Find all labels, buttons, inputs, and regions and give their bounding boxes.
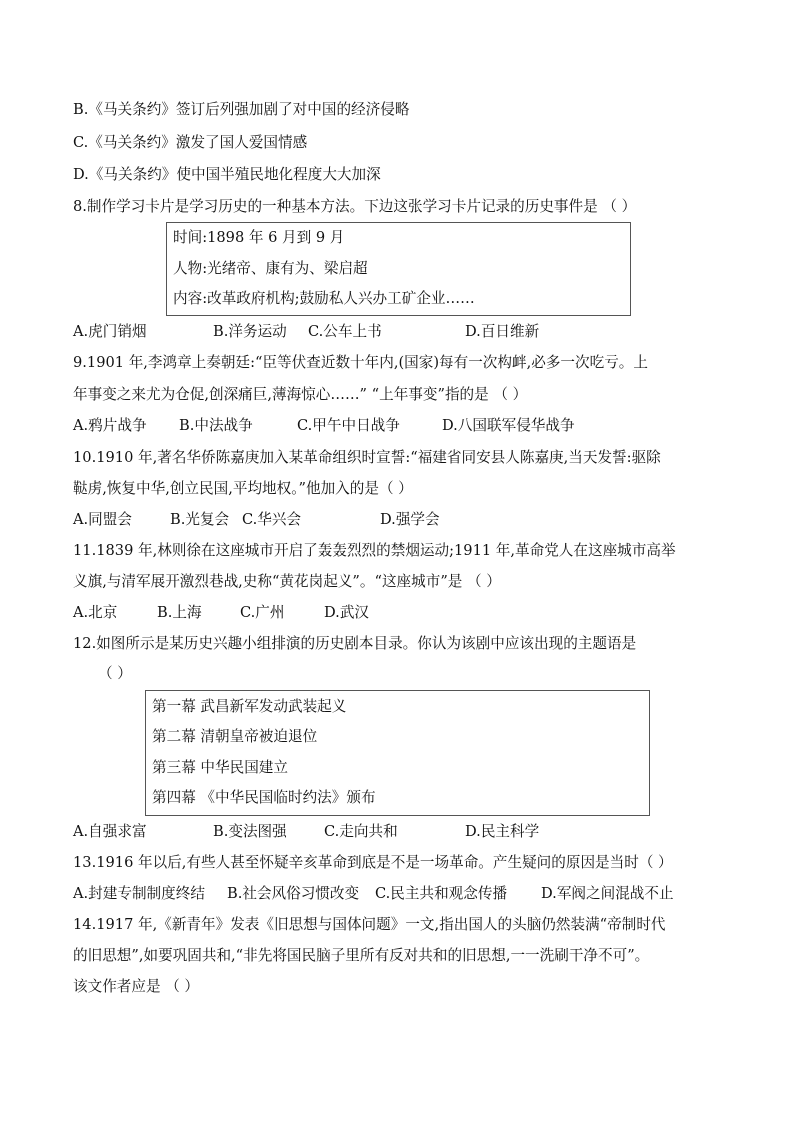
q13-option-b: B.社会风俗习惯改变 — [227, 885, 360, 902]
q13-options — [73, 884, 733, 904]
q11-option-a: A.北京 — [73, 604, 118, 621]
q12-stem: 12.如图所示是某历史兴趣小组排演的历史剧本目录。你认为该剧中应该出现的主题语是 — [73, 635, 637, 652]
q11-option-b: B.上海 — [157, 604, 202, 621]
q13-option-c: C.民主共和观念传播 — [375, 885, 508, 902]
q8-card-content: 内容:改革政府机构;鼓励私人兴办工矿企业…… — [173, 290, 475, 307]
q12-options — [73, 822, 733, 842]
q11-stem-line2: 义旗,与清军展开激烈巷战,史称“黄花岗起义”。“这座城市”是 （ ） — [73, 573, 501, 590]
q8-study-card — [166, 222, 631, 316]
q8-options — [73, 322, 733, 342]
q10-option-a: A.同盟会 — [73, 511, 132, 528]
q12-option-d: D.民主科学 — [465, 823, 540, 840]
q7-option-c: C.《马关条约》激发了国人爱国情感 — [73, 134, 308, 151]
q13-option-d: D.军阀之间混战不止 — [541, 885, 674, 902]
q10-option-c: C.华兴会 — [242, 511, 302, 528]
q12-act-3: 第三幕 中华民国建立 — [152, 759, 288, 776]
q11-options — [73, 603, 733, 623]
q11-option-d: D.武汉 — [324, 604, 370, 621]
q8-option-c: C.公车上书 — [308, 323, 382, 340]
q12-answer-paren: （ ） — [98, 665, 132, 682]
q9-option-d: D.八国联军侵华战争 — [442, 417, 575, 434]
q8-card-people: 人物:光绪帝、康有为、梁启超 — [173, 260, 368, 277]
q10-option-b: B.光复会 — [170, 511, 230, 528]
q14-stem-line3: 该文作者应是 （ ） — [73, 978, 200, 995]
q9-option-c: C.甲午中日战争 — [297, 417, 400, 434]
q11-stem-line1: 11.1839 年,林则徐在这座城市开启了轰轰烈烈的禁烟运动;1911 年,革命党人在这座城市高举 — [73, 542, 676, 559]
q9-option-a: A.鸦片战争 — [73, 417, 147, 434]
q9-option-b: B.中法战争 — [179, 417, 253, 434]
q14-stem-line2: 的旧思想”,如要巩固共和,“非先将国民脑子里所有反对共和的旧思想,一一洗刷干净不可”。 — [73, 947, 650, 964]
q9-stem-line2: 年事变之来尤为仓促,创深痛巨,薄海惊心……” “上年事变”指的是 （ ） — [73, 386, 528, 403]
q8-option-a: A.虎门销烟 — [73, 323, 147, 340]
q8-stem: 8.制作学习卡片是学习历史的一种基本方法。下边这张学习卡片记录的历史事件是 （ ） — [73, 198, 637, 215]
q8-option-b: B.洋务运动 — [213, 323, 287, 340]
q8-option-d: D.百日维新 — [465, 323, 540, 340]
q12-act-2: 第二幕 清朝皇帝被迫退位 — [152, 728, 318, 745]
q9-options — [73, 416, 733, 436]
q13-stem: 13.1916 年以后,有些人甚至怀疑辛亥革命到底是不是一场革命。产生疑问的原因是当时（ ） — [73, 854, 673, 871]
q12-act-1: 第一幕 武昌新军发动武装起义 — [152, 698, 347, 715]
q12-option-b: B.变法图强 — [213, 823, 287, 840]
q10-options — [73, 510, 733, 530]
q12-option-a: A.自强求富 — [73, 823, 147, 840]
q10-option-d: D.强学会 — [380, 511, 440, 528]
q10-stem-line2: 鞑虏,恢复中华,创立民国,平均地权。”他加入的是（ ） — [73, 480, 413, 497]
q9-stem-line1: 9.1901 年,李鸿章上奏朝廷:“臣等伏查近数十年内,(国家)每有一次构衅,必多一次吃亏。上 — [73, 354, 648, 371]
q7-option-d: D.《马关条约》使中国半殖民地化程度大大加深 — [73, 166, 381, 183]
q8-card-time: 时间:1898 年 6 月到 9 月 — [173, 229, 345, 246]
q14-stem-line1: 14.1917 年,《新青年》发表《旧思想与国体问题》一文,指出国人的头脑仍然装满“帝制时代 — [73, 916, 666, 933]
q10-stem-line1: 10.1910 年,著名华侨陈嘉庚加入某革命组织时宣誓:“福建省同安县人陈嘉庚,当天发誓:驱除 — [73, 449, 661, 466]
q11-option-c: C.广州 — [240, 604, 285, 621]
q12-script-contents — [145, 690, 650, 816]
q13-option-a: A.封建专制制度终结 — [73, 885, 205, 902]
q12-act-4: 第四幕 《中华民国临时约法》颁布 — [152, 789, 376, 806]
q12-option-c: C.走向共和 — [324, 823, 398, 840]
q7-option-b: B.《马关条约》签订后列强加剧了对中国的经济侵略 — [73, 101, 410, 118]
